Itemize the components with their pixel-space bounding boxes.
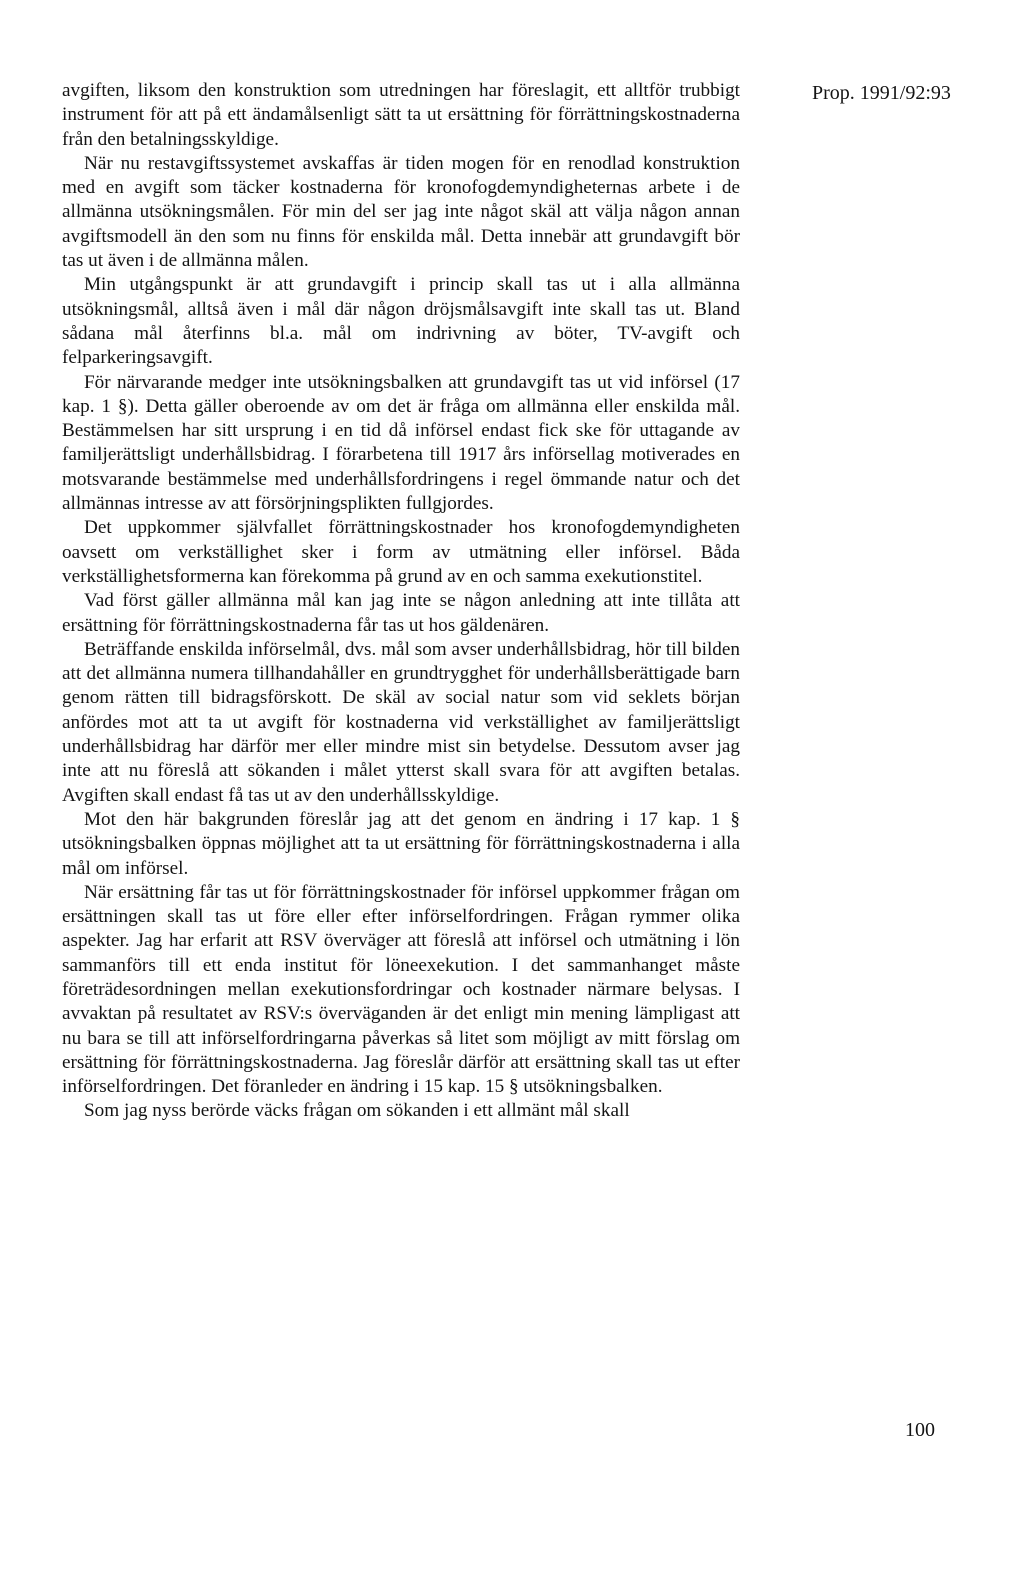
paragraph-4: För närvarande medger inte utsökningsbalken att grundavgift tas ut vid införsel (17 kap. 1 §). Detta gäller oberoende av om det är fråga om allmänna eller enskilda mål. Bestämmelsen har sitt ursprung i en tid då införsel endast fick ske för uttagande av familjerättsligt underhållsbidrag. I förarbetena till 1917 års införsellag motiverades en motsvarande bestämmelse med underhållsfordringens i regel ömmande natur och det allmännas intresse av att försörjningsplikten fullgjordes. xyxy=(62,371,740,515)
document-reference: Prop. 1991/92:93 xyxy=(812,82,951,104)
paragraph-7: Beträffande enskilda införselmål, dvs. mål som avser underhållsbidrag, hör till bilden att det allmänna numera tillhandahåller en grundtrygghet för underhållsberättigade barn genom rätten till bidragsförskott. De skäl av social natur som vid seklets början anfördes mot att ta ut avgift för kostnaderna vid verkställighet av familjerättsligt underhållsbidrag har därför mer eller mindre mist sin betydelse. Dessutom avser jag inte att nu föreslå att sökanden i målet ytterst skall svara för att avgiften betalas. Avgiften skall endast få tas ut av den underhållsskyldige. xyxy=(62,638,740,806)
body-text xyxy=(62,79,740,1124)
paragraph-1: avgiften, liksom den konstruktion som utredningen har föreslagit, ett alltför trubbigt instrument för att på ett ändamålsenligt sätt ta ut ersättning för förrättningskostnaderna från den betalningsskyldige. xyxy=(62,80,740,150)
paragraph-8: Mot den här bakgrunden föreslår jag att det genom en ändring i 17 kap. 1 § utsökningsbalken öppnas möjlighet att ta ut ersättning för förrättningskostnaderna i alla mål om införsel. xyxy=(62,808,740,879)
paragraph-6: Vad först gäller allmänna mål kan jag inte se någon anledning att inte tillåta att ersättning för förrättningskostnaderna får tas ut hos gäldenären. xyxy=(62,590,740,636)
paragraph-2: När nu restavgiftssystemet avskaffas är tiden mogen för en renodlad konstruktion med en avgift som täcker kostnaderna för kronofogdemyndigheternas arbete i de allmänna utsökningsmålen. För min del ser jag inte något skäl att välja någon annan avgiftsmodell än den som nu finns för enskilda mål. Detta innebär att grundavgift bör tas ut även i de allmänna målen. xyxy=(62,152,740,272)
paragraph-9: När ersättning får tas ut för förrättningskostnader för införsel uppkommer frågan om ersättningen skall tas ut före eller efter införselfordringen. Frågan rymmer olika aspekter. Jag har erfarit att RSV överväger att föreslå att införsel och utmätning i lön sammanförs till ett enda institut för löneexekution. I det sammanhanget måste företrädesordningen mellan exekutionsfordringar och kostnader närmare belysas. I avvaktan på resultatet av RSV:s överväganden är det enligt min mening lämpligast att nu bara se till att införselfordringarna påverkas så litet som möjligt av mitt förslag om ersättning för förrättningskostnaderna. Jag föreslår därför att ersättning skall tas ut efter införselfordringen. Det föranleder en ändring i 15 kap. 15 § utsökningsbalken. xyxy=(62,881,740,1098)
page-number: 100 xyxy=(905,1419,935,1441)
paragraph-5: Det uppkommer självfallet förrättningskostnader hos kronofogdemyndigheten oavsett om verkställighet sker i form av utmätning eller införsel. Båda verkställighetsformerna kan förekomma på grund av en och samma exekutionstitel. xyxy=(62,517,740,587)
paragraph-3: Min utgångspunkt är att grundavgift i princip skall tas ut i alla allmänna utsökningsmål, alltså även i mål där någon dröjsmålsavgift inte skall tas ut. Bland sådana mål återfinns bl.a. mål om indrivning av böter, TV-avgift och felparkeringsavgift. xyxy=(62,274,740,369)
paragraph-10: Som jag nyss berörde väcks frågan om sökanden i ett allmänt mål skall xyxy=(84,1100,630,1122)
